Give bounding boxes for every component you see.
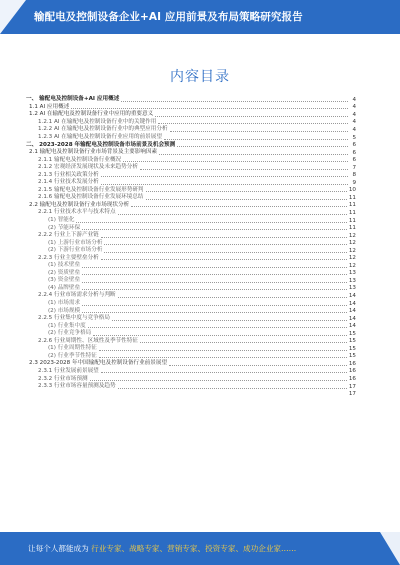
toc-entry-page: 14 [348, 292, 356, 299]
toc-entry-label: 2.2.4 行业市场需求分析与判断 [38, 292, 116, 299]
toc-entry-page: 5 [352, 134, 356, 141]
toc-entry[interactable] [26, 96, 356, 104]
toc-entry-page: 11 [348, 202, 356, 209]
toc-entry-label: (1) 智能化 [48, 217, 75, 224]
toc-entry-label: 2.1.1 输配电及控制设备行业概况 [38, 156, 122, 163]
toc-entry-label: (3) 资金壁垒 [48, 277, 81, 284]
toc-entry-label: (2) 下游行业市场分析 [48, 247, 103, 254]
toc-leader-dots [169, 365, 347, 366]
toc-leader-dots [140, 342, 347, 343]
toc-entry-page: 4 [352, 96, 356, 103]
toc-leader-dots [101, 237, 347, 238]
toc-entry-page: 4 [352, 104, 356, 111]
toc-leader-dots [99, 350, 347, 351]
toc-entry-page: 12 [348, 262, 356, 269]
toc-leader-dots [76, 222, 346, 223]
toc-leader-dots [82, 274, 347, 275]
toc-entry[interactable] [26, 149, 356, 157]
toc-leader-dots [104, 244, 346, 245]
toc-heading: 内容目录 [170, 69, 230, 85]
toc-entry[interactable] [26, 126, 356, 134]
toc-entry-label: (2) 市场规模 [48, 307, 81, 314]
toc-entry[interactable] [26, 315, 356, 323]
toc-entry[interactable] [26, 270, 356, 278]
toc-entry[interactable] [26, 330, 356, 338]
toc-entry-page: 14 [348, 300, 356, 307]
toc-entry-page: 16 [348, 360, 356, 367]
footer-decoration [380, 532, 400, 565]
toc-leader-dots [82, 267, 347, 268]
toc-entry-page: 14 [348, 323, 356, 330]
toc-entry-label: 2.3.1 行业发展前景展望 [38, 367, 99, 374]
toc-leader-dots [93, 335, 347, 336]
toc-leader-dots [82, 282, 347, 283]
toc-leader-dots [118, 214, 347, 215]
toc-entry-label: 2.2.6 行业周期性、区域性及季节性特征 [38, 337, 138, 344]
toc-leader-dots [118, 297, 347, 298]
toc-entry-page: 9 [352, 179, 356, 186]
toc-leader-dots [158, 123, 348, 124]
toc-entry-page: 6 [352, 149, 356, 156]
toc-leader-dots [82, 305, 347, 306]
report-title: 输配电及控制设备企业+AI 应用前景及布局策略研究报告 [34, 11, 303, 23]
toc-entry[interactable] [26, 360, 356, 368]
toc-entry[interactable] [26, 247, 356, 255]
toc-entry-label: (1) 市场需求 [48, 300, 81, 307]
toc-leader-dots [82, 289, 347, 290]
toc-entry-label: 一、 输配电及控制设备+AI 应用概述 [26, 96, 120, 103]
toc-entry[interactable] [26, 179, 356, 187]
toc-leader-dots [146, 199, 347, 200]
toc-entry-page: 11 [348, 217, 356, 224]
toc-entry[interactable] [26, 156, 356, 164]
toc-entry[interactable] [26, 368, 356, 376]
toc-entry-label: 2.3 2023-2028 年中国输配电及控制设备行业前景展望 [29, 360, 168, 367]
toc-entry-label: 2.2.1 行业技术水平与技术特点 [38, 209, 116, 216]
toc-entry-page: 16 [348, 368, 356, 375]
toc-leader-dots [82, 312, 347, 313]
toc-entry-label: (1) 行业周期性特征 [48, 345, 97, 352]
toc-entry[interactable] [26, 171, 356, 179]
toc-entry-label: 2.2.5 行业集中度与竞争格局 [38, 315, 110, 322]
toc-entry[interactable] [26, 277, 356, 285]
footer-slogan-prefix: 让每个人都能成为 [28, 544, 92, 553]
toc-leader-dots [71, 108, 348, 109]
toc-entry-label: 1.2.3 AI 在输配电及控制设备行业应用的前景展望 [38, 134, 162, 140]
toc-entry-page: 11 [348, 209, 356, 216]
toc-entry-page: 8 [352, 172, 356, 179]
toc-entry-label: 2.1 输配电及控制设备行业市场背景及主要影响因素 [29, 149, 158, 156]
toc-entry-label: 2.1.5 输配电及控制设备行业发展形势研判 [38, 186, 144, 193]
toc-entry-page: 11 [348, 225, 356, 232]
toc-entry[interactable] [26, 254, 356, 262]
toc-entry-label: (2) 节能环保 [48, 224, 81, 231]
toc-entry[interactable] [26, 232, 356, 240]
toc-entry[interactable] [26, 375, 356, 383]
toc-leader-dots [164, 139, 348, 140]
toc-entry-page: 12 [348, 255, 356, 262]
toc-entry-label: 2.2.2 行业上下游产业链 [38, 232, 99, 239]
toc-entry-page: 4 [352, 126, 356, 133]
toc-leader-dots [101, 372, 347, 373]
toc-entry-label: (2) 行业竞争格局 [48, 330, 92, 337]
toc-leader-dots [121, 101, 348, 102]
report-header-bar [0, 0, 400, 34]
toc-entry-page: 12 [348, 240, 356, 247]
toc-entry[interactable] [26, 134, 356, 142]
toc-leader-dots [155, 116, 348, 117]
toc-entry-page: 6 [352, 157, 356, 164]
toc-entry-label: 1.2.1 AI 在输配电及控制设备行业中的关键作用 [38, 118, 157, 125]
toc-entry[interactable] [26, 353, 356, 361]
toc-entry-label: (4) 品牌壁垒 [48, 284, 81, 291]
toc-entry-page: 13 [348, 277, 356, 284]
toc-entry-label: 2.1.4 行业技术发展分析 [38, 179, 99, 186]
toc-leader-dots [170, 131, 348, 132]
toc-entry[interactable] [26, 187, 356, 195]
toc-entry-label: 2.1.6 输配电及控制设备行业发展环境总结 [38, 194, 144, 201]
toc-entry[interactable] [26, 194, 356, 202]
toc-entry-label: 2.2 输配电及控制设备行业市场现状分析 [29, 201, 130, 208]
toc-entry-label: 1.2.2 AI 在输配电及控制设备行业中的典型应用分析 [38, 126, 168, 133]
toc-trailing-page: 17 [348, 391, 356, 398]
toc-entry-page: 4 [352, 111, 356, 118]
toc-leader-dots [99, 357, 347, 358]
toc-leader-dots [101, 176, 348, 177]
toc-leader-dots [146, 191, 347, 192]
toc-entry[interactable] [26, 111, 356, 119]
toc-entry-page: 15 [348, 338, 356, 345]
toc-leader-dots [101, 184, 348, 185]
toc-entry[interactable] [26, 217, 356, 225]
footer-slogan [28, 543, 296, 554]
toc-entry[interactable] [26, 104, 356, 112]
toc-entry-page: 12 [348, 247, 356, 254]
toc-entry-page: 6 [352, 142, 356, 149]
toc-entry-page: 15 [348, 353, 356, 360]
toc-entry[interactable] [26, 338, 356, 346]
toc-trailing-row [26, 390, 356, 398]
toc-entry-label: 2.3.2 行业市场预测 [38, 375, 88, 382]
toc-leader-dots [101, 259, 347, 260]
toc-entry-label: 二、 2023-2028 年输配电及控制设备市场前景及机会预测 [26, 141, 176, 148]
toc-entry-label: 1.2 AI 在输配电及控制设备行业中应用的重要意义 [29, 111, 154, 118]
toc-entry[interactable] [26, 224, 356, 232]
footer-bar [0, 532, 400, 565]
toc-entry-label: (2) 行业季节性特征 [48, 352, 97, 359]
toc-entry-label: 1.1 AI 应用概述 [29, 103, 70, 110]
toc-entry[interactable] [26, 345, 356, 353]
toc-entry[interactable] [26, 209, 356, 217]
toc-leader-dots [118, 388, 347, 389]
toc-entry-page: 10 [348, 187, 356, 194]
toc-entry-label: (2) 资质壁垒 [48, 269, 81, 276]
toc-entry[interactable] [26, 292, 356, 300]
toc-entry-label: (1) 行业集中度 [48, 322, 86, 329]
toc-leader-dots [159, 154, 348, 155]
toc-entry[interactable] [26, 141, 356, 149]
toc-entry-label: 2.3.3 行业市场容量预测及趋势 [38, 383, 116, 390]
toc-leader-dots [88, 327, 347, 328]
toc-entry-page: 4 [352, 119, 356, 126]
toc-leader-dots [90, 380, 347, 381]
table-of-contents [26, 96, 356, 398]
toc-entry-label: 2.1.2 宏观经济发展现状及未来趋势分析 [38, 164, 138, 171]
toc-entry-label: 2.2.3 行业主要壁垒分析 [38, 254, 99, 261]
toc-entry-label: 2.1.3 行业相关政策分析 [38, 171, 99, 178]
toc-entry[interactable] [26, 262, 356, 270]
toc-entry-page: 16 [348, 376, 356, 382]
toc-entry-page: 13 [348, 285, 356, 292]
toc-leader-dots [82, 229, 347, 230]
toc-leader-dots [104, 252, 346, 253]
toc-entry-page: 14 [348, 308, 356, 315]
header-decoration [0, 0, 26, 34]
toc-entry-page: 17 [348, 383, 356, 390]
footer-slogan-highlight: 行业专家、战略专家、营销专家、投资专家、成功企业家…… [91, 544, 297, 553]
toc-entry-label: (1) 技术壁垒 [48, 262, 81, 269]
toc-entry-page: 15 [348, 330, 356, 337]
toc-entry-page: 11 [348, 194, 356, 201]
toc-leader-dots [112, 320, 347, 321]
toc-entry[interactable] [26, 322, 356, 330]
toc-entry-page: 14 [348, 315, 356, 322]
toc-entry-page: 15 [348, 345, 356, 352]
toc-entry[interactable] [26, 307, 356, 315]
toc-entry[interactable] [26, 164, 356, 172]
toc-leader-dots [140, 169, 348, 170]
toc-entry-label: (1) 上游行业市场分析 [48, 239, 103, 246]
toc-entry[interactable] [26, 300, 356, 308]
toc-entry[interactable] [26, 239, 356, 247]
toc-entry-page: 13 [348, 270, 356, 277]
toc-leader-dots [131, 206, 347, 207]
toc-leader-dots [177, 146, 348, 147]
toc-leader-dots [123, 161, 348, 162]
toc-entry-page: 12 [348, 232, 356, 239]
toc-entry[interactable] [26, 383, 356, 391]
toc-entry-page: 7 [352, 164, 356, 171]
